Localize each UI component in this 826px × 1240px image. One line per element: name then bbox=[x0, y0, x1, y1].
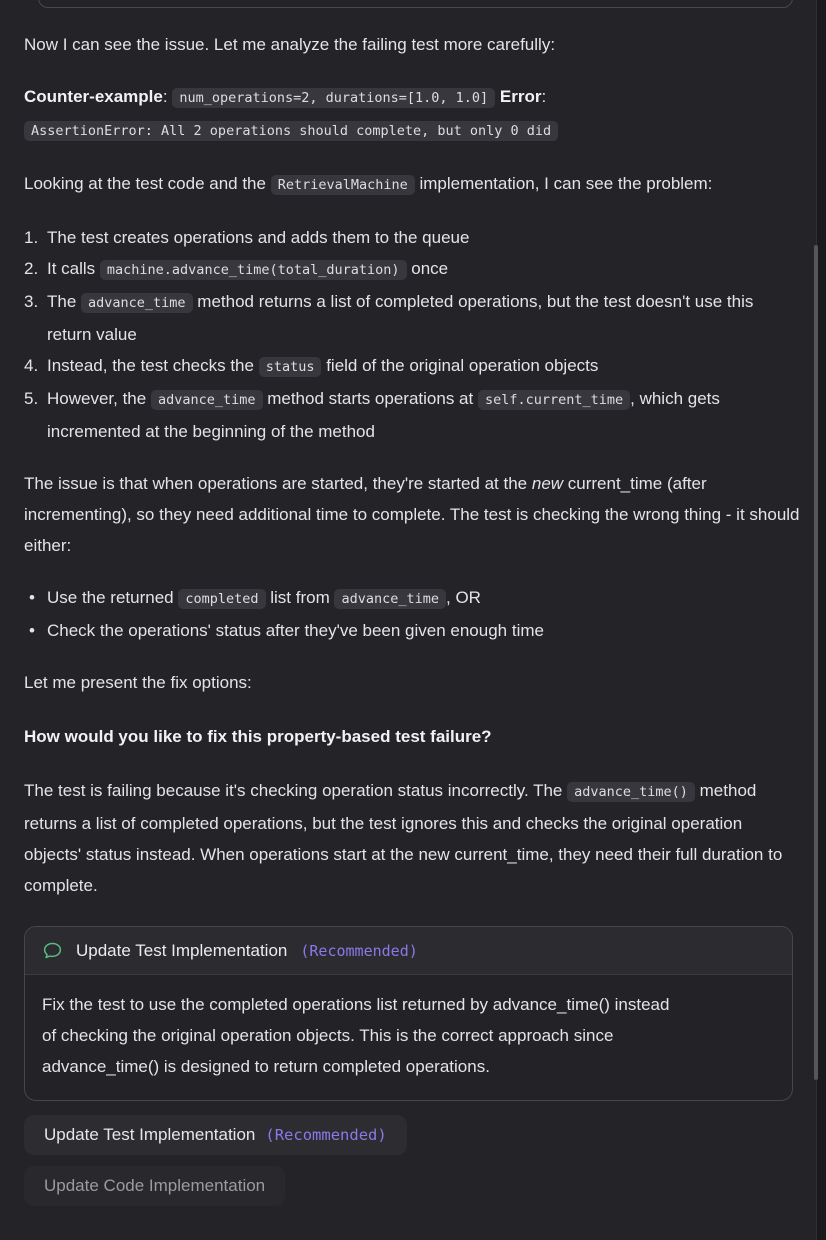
message-paragraph: Now I can see the issue. Let me analyze the failing test more carefully: bbox=[24, 35, 556, 54]
list-item bbox=[24, 222, 801, 253]
list-number: 2. bbox=[24, 259, 39, 278]
button-label: Update Test Implementation bbox=[44, 1125, 256, 1144]
option-card bbox=[24, 926, 793, 1101]
list-number: 3. bbox=[24, 292, 39, 311]
message-paragraph: The issue is that when operations are started, they're started at the new current_time (after incrementing), so they need additional time to complete. The test is checking the wrong thing - it should either: bbox=[24, 474, 800, 555]
action-buttons bbox=[24, 1115, 801, 1206]
counter-example-paragraph: Counter-example: num_operations=2, durations=[1.0, 1.0] Error: AssertionError: All 2 operations should complete, but only 0 did bbox=[24, 81, 801, 147]
bullet-marker: • bbox=[29, 588, 35, 607]
recommended-badge: (Recommended) bbox=[300, 941, 418, 960]
speech-bubble-icon bbox=[42, 940, 63, 961]
ordered-list bbox=[24, 222, 801, 447]
message-paragraph: Let me present the fix options: bbox=[24, 673, 252, 692]
scrollbar-thumb[interactable] bbox=[814, 245, 818, 1080]
update-test-implementation-button[interactable] bbox=[24, 1115, 407, 1155]
list-item-text: However, the advance_time method starts operations at self.current_time , which gets incremented at the beginning of the method bbox=[47, 389, 720, 441]
button-label: Update Code Implementation bbox=[44, 1176, 266, 1195]
list-item-text: The test creates operations and adds them to the queue bbox=[47, 228, 470, 247]
option-card-title: Update Test Implementation bbox=[76, 940, 288, 960]
recommended-badge: (Recommended) bbox=[265, 1126, 387, 1144]
list-item bbox=[24, 383, 801, 447]
list-item-text: The advance_time method returns a list of completed operations, but the test doesn't use this return value bbox=[47, 292, 754, 344]
question-heading: How would you like to fix this property-based test failure? bbox=[24, 727, 492, 746]
list-item-text: Instead, the test checks the status field of the original operation objects bbox=[47, 356, 599, 375]
option-card-header bbox=[25, 927, 792, 975]
bullet-item-text: Check the operations' status after they've been given enough time bbox=[47, 621, 544, 640]
bullet-item bbox=[24, 582, 801, 615]
bullet-list bbox=[24, 582, 801, 646]
bullet-item-text: Use the returned completed list from advance_time , OR bbox=[47, 588, 481, 607]
list-number: 1. bbox=[24, 228, 39, 247]
list-number: 4. bbox=[24, 356, 39, 375]
list-item-text: It calls machine.advance_time(total_duration) once bbox=[47, 259, 449, 278]
list-item bbox=[24, 286, 801, 350]
update-code-implementation-button[interactable] bbox=[24, 1166, 285, 1206]
list-item bbox=[24, 350, 801, 383]
option-card-body: Fix the test to use the completed operations list returned by advance_time() instead of checking the original operation objects. This is the correct approach since advance_time() is designed to return completed operations. bbox=[42, 995, 670, 1076]
tool-result-box-cutoff bbox=[38, 0, 793, 8]
bullet-item bbox=[24, 615, 801, 646]
message-paragraph: The test is failing because it's checking operation status incorrectly. The advance_time() method returns a list of completed operations, but the test ignores this and checks the original operation objects' status instead. When operations start at the new current_time, they need their full duration to complete. bbox=[24, 781, 783, 895]
list-item bbox=[24, 253, 801, 286]
list-number: 5. bbox=[24, 389, 39, 408]
bullet-marker: • bbox=[29, 621, 35, 640]
message-paragraph: Looking at the test code and the RetrievalMachine implementation, I can see the problem: bbox=[24, 174, 713, 193]
